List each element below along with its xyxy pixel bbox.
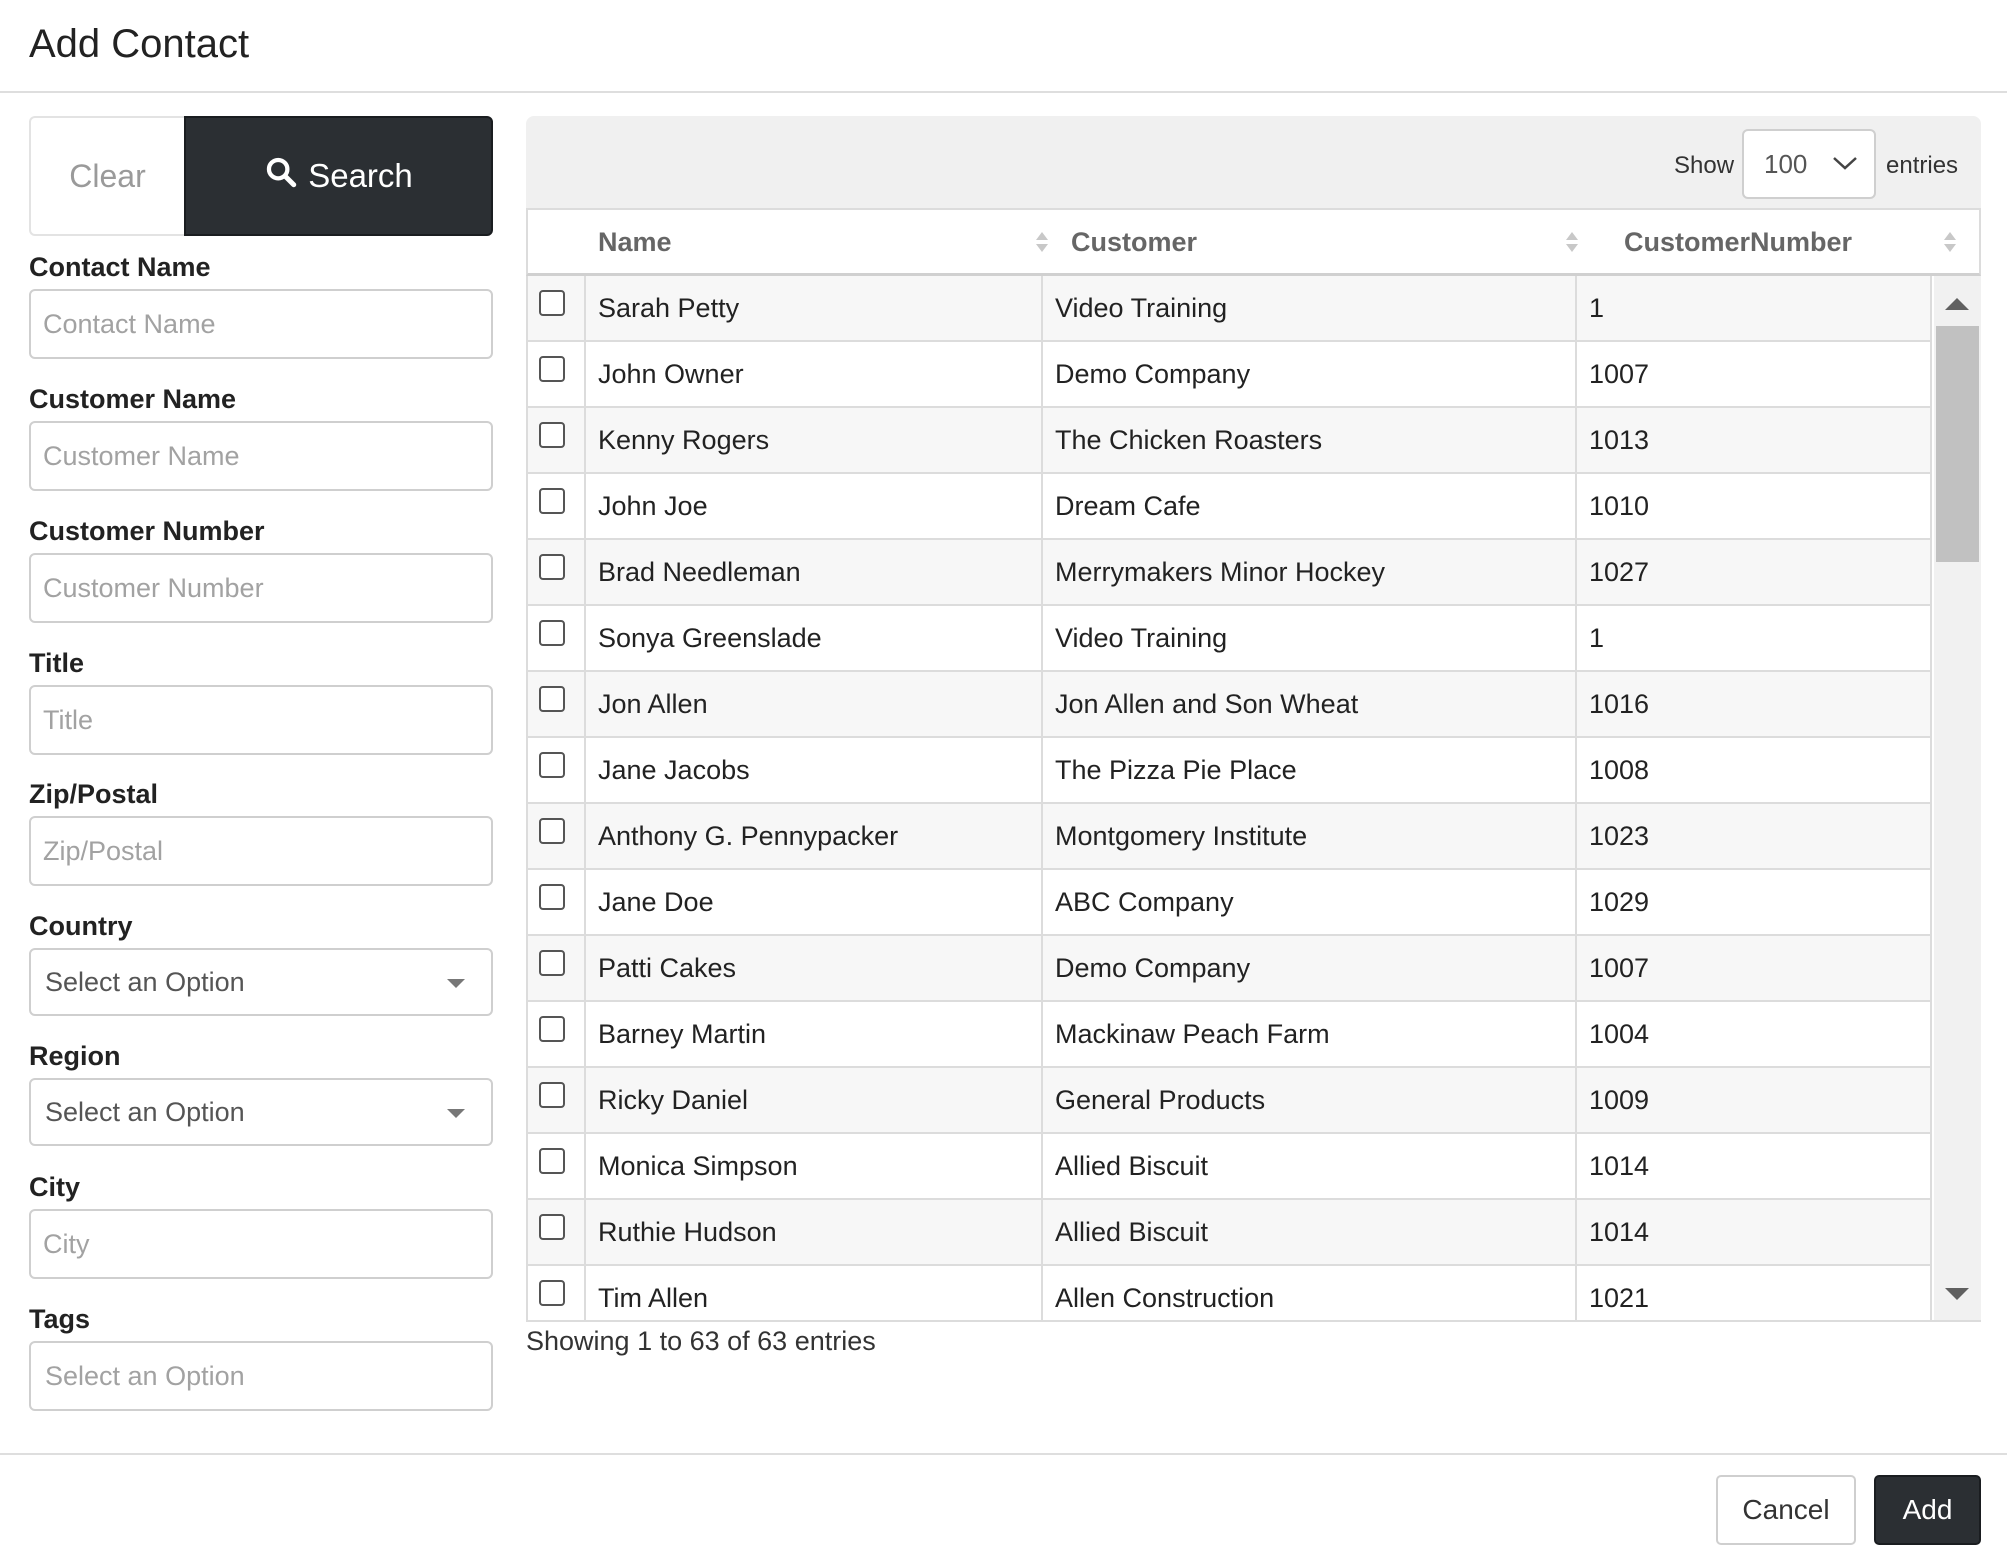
table-row[interactable] [528,1266,1932,1322]
cell-customer-number: 1016 [1577,672,1932,736]
cell-customer-number: 1021 [1577,1266,1932,1322]
cell-customer: Demo Company [1043,342,1577,406]
table-info: Showing 1 to 63 of 63 entries [526,1326,876,1356]
table-row[interactable] [528,276,1932,342]
table-scrollbar[interactable] [1934,276,1981,1322]
cell-name: Sarah Petty [586,276,1043,340]
cell-customer-number: 1023 [1577,804,1932,868]
customer-number-input[interactable] [29,553,493,623]
row-checkbox[interactable] [539,1016,565,1042]
chevron-down-icon [1832,155,1858,171]
cell-customer: The Pizza Pie Place [1043,738,1577,802]
cell-customer: Allied Biscuit [1043,1134,1577,1198]
cell-customer: Mackinaw Peach Farm [1043,1002,1577,1066]
table-row[interactable] [528,342,1932,408]
column-header-customer-label: Customer [1071,226,1198,257]
scroll-thumb[interactable] [1936,326,1979,562]
contacts-table-panel [526,116,1981,1322]
cell-customer-number: 1029 [1577,870,1932,934]
cell-customer: Demo Company [1043,936,1577,1000]
column-header-name-label: Name [598,226,672,257]
row-select-cell [528,1200,586,1264]
table-row[interactable] [528,540,1932,606]
table-body [526,276,1981,1322]
row-select-cell [528,936,586,1000]
dialog-title: Add Contact [29,22,250,66]
scroll-up-arrow-icon[interactable] [1945,298,1969,310]
row-checkbox[interactable] [539,422,565,448]
cancel-button[interactable]: Cancel [1716,1475,1856,1545]
dialog-header [0,0,2007,93]
cell-name: John Owner [586,342,1043,406]
row-select-cell [528,804,586,868]
cell-customer-number: 1014 [1577,1134,1932,1198]
cell-customer: Montgomery Institute [1043,804,1577,868]
row-select-cell [528,672,586,736]
row-checkbox[interactable] [539,1082,565,1108]
row-checkbox[interactable] [539,1148,565,1174]
row-checkbox[interactable] [539,488,565,514]
table-row[interactable] [528,870,1932,936]
cell-customer-number: 1 [1577,606,1932,670]
cell-name: Ricky Daniel [586,1068,1043,1132]
filter-button-group [29,116,493,236]
column-header-name[interactable] [598,210,1048,274]
cell-name: Patti Cakes [586,936,1043,1000]
cell-customer: General Products [1043,1068,1577,1132]
row-select-cell [528,606,586,670]
cell-customer-number: 1014 [1577,1200,1932,1264]
sort-icon [1036,232,1048,254]
row-checkbox[interactable] [539,884,565,910]
row-select-cell [528,276,586,340]
cell-customer-number: 1007 [1577,342,1932,406]
row-checkbox[interactable] [539,356,565,382]
country-select[interactable] [29,948,493,1016]
customer-number-label: Customer Number [29,516,265,546]
cell-customer: Allen Construction [1043,1266,1577,1322]
cell-customer-number: 1027 [1577,540,1932,604]
table-row[interactable] [528,1068,1932,1134]
cell-customer-number: 1009 [1577,1068,1932,1132]
row-checkbox[interactable] [539,620,565,646]
region-select[interactable] [29,1078,493,1146]
table-toolbar [526,116,1981,208]
row-select-cell [528,738,586,802]
add-button[interactable]: Add [1874,1475,1981,1545]
cell-name: Jane Doe [586,870,1043,934]
column-header-customer-number-label: CustomerNumber [1624,226,1853,257]
caret-down-icon [447,1109,465,1118]
row-select-cell [528,474,586,538]
caret-down-icon [447,979,465,988]
sort-icon [1566,232,1578,254]
cell-customer: Video Training [1043,606,1577,670]
cell-customer-number: 1 [1577,276,1932,340]
clear-button[interactable]: Clear [29,116,184,236]
page-size-select[interactable] [1742,129,1876,199]
cell-customer: Jon Allen and Son Wheat [1043,672,1577,736]
search-button[interactable] [184,116,493,236]
table-row[interactable] [528,1200,1932,1266]
table-row[interactable] [528,804,1932,870]
row-select-cell [528,1002,586,1066]
row-checkbox[interactable] [539,752,565,778]
sort-icon [1944,232,1956,254]
cell-customer: Video Training [1043,276,1577,340]
row-checkbox[interactable] [539,1214,565,1240]
dialog-footer [0,1453,2007,1554]
table-row[interactable] [528,672,1932,738]
cell-customer: Dream Cafe [1043,474,1577,538]
scroll-down-arrow-icon[interactable] [1945,1288,1969,1300]
region-label: Region [29,1041,121,1071]
customer-name-input[interactable] [29,421,493,491]
row-select-cell [528,1068,586,1132]
cell-customer: Merrymakers Minor Hockey [1043,540,1577,604]
entries-label: entries [1886,152,1959,179]
cell-name: Barney Martin [586,1002,1043,1066]
country-label: Country [29,911,133,941]
row-checkbox[interactable] [539,1280,565,1306]
customer-name-label: Customer Name [29,384,237,414]
zip-input[interactable] [29,816,493,886]
row-checkbox[interactable] [539,818,565,844]
table-row[interactable] [528,1134,1932,1200]
cell-name: Monica Simpson [586,1134,1043,1198]
tags-select[interactable] [29,1341,493,1411]
table-row[interactable] [528,474,1932,540]
table-row[interactable] [528,408,1932,474]
table-header [526,208,1981,276]
filter-panel [29,116,493,1391]
city-label: City [29,1172,81,1202]
column-header-customer[interactable] [1071,210,1621,274]
row-select-cell [528,1134,586,1198]
cell-name: Jon Allen [586,672,1043,736]
cell-name: Sonya Greenslade [586,606,1043,670]
contact-name-label: Contact Name [29,252,211,282]
table-row[interactable] [528,936,1932,1002]
cell-customer: ABC Company [1043,870,1577,934]
cell-customer: The Chicken Roasters [1043,408,1577,472]
cell-customer: Allied Biscuit [1043,1200,1577,1264]
cell-customer-number: 1004 [1577,1002,1932,1066]
row-select-cell [528,1266,586,1322]
cell-name: Brad Needleman [586,540,1043,604]
title-input[interactable] [29,685,493,755]
table-row[interactable] [528,1002,1932,1068]
table-row[interactable] [528,738,1932,804]
row-checkbox[interactable] [539,686,565,712]
row-select-cell [528,342,586,406]
cell-name: Kenny Rogers [586,408,1043,472]
cell-name: Tim Allen [586,1266,1043,1322]
row-select-cell [528,870,586,934]
cell-name: Ruthie Hudson [586,1200,1043,1264]
tags-label: Tags [29,1304,91,1334]
cell-name: Anthony G. Pennypacker [586,804,1043,868]
column-header-customer-number[interactable] [1624,210,1979,274]
search-icon [264,155,298,197]
tags-select-placeholder: Select an Option [45,1360,245,1391]
row-select-cell [528,540,586,604]
row-select-cell [528,408,586,472]
contact-name-input[interactable] [29,289,493,359]
row-checkbox[interactable] [539,290,565,316]
cell-customer-number: 1008 [1577,738,1932,802]
cell-name: Jane Jacobs [586,738,1043,802]
country-select-value: Select an Option [45,966,245,997]
row-checkbox[interactable] [539,554,565,580]
cell-customer-number: 1013 [1577,408,1932,472]
region-select-value: Select an Option [45,1096,245,1127]
page-size-value: 100 [1764,148,1808,179]
search-button-label: Search [308,157,413,194]
row-checkbox[interactable] [539,950,565,976]
cell-customer-number: 1010 [1577,474,1932,538]
title-label: Title [29,648,85,678]
cell-name: John Joe [586,474,1043,538]
show-label: Show [1674,152,1735,179]
zip-label: Zip/Postal [29,779,159,809]
city-input[interactable] [29,1209,493,1279]
cell-customer-number: 1007 [1577,936,1932,1000]
table-row[interactable] [528,606,1932,672]
